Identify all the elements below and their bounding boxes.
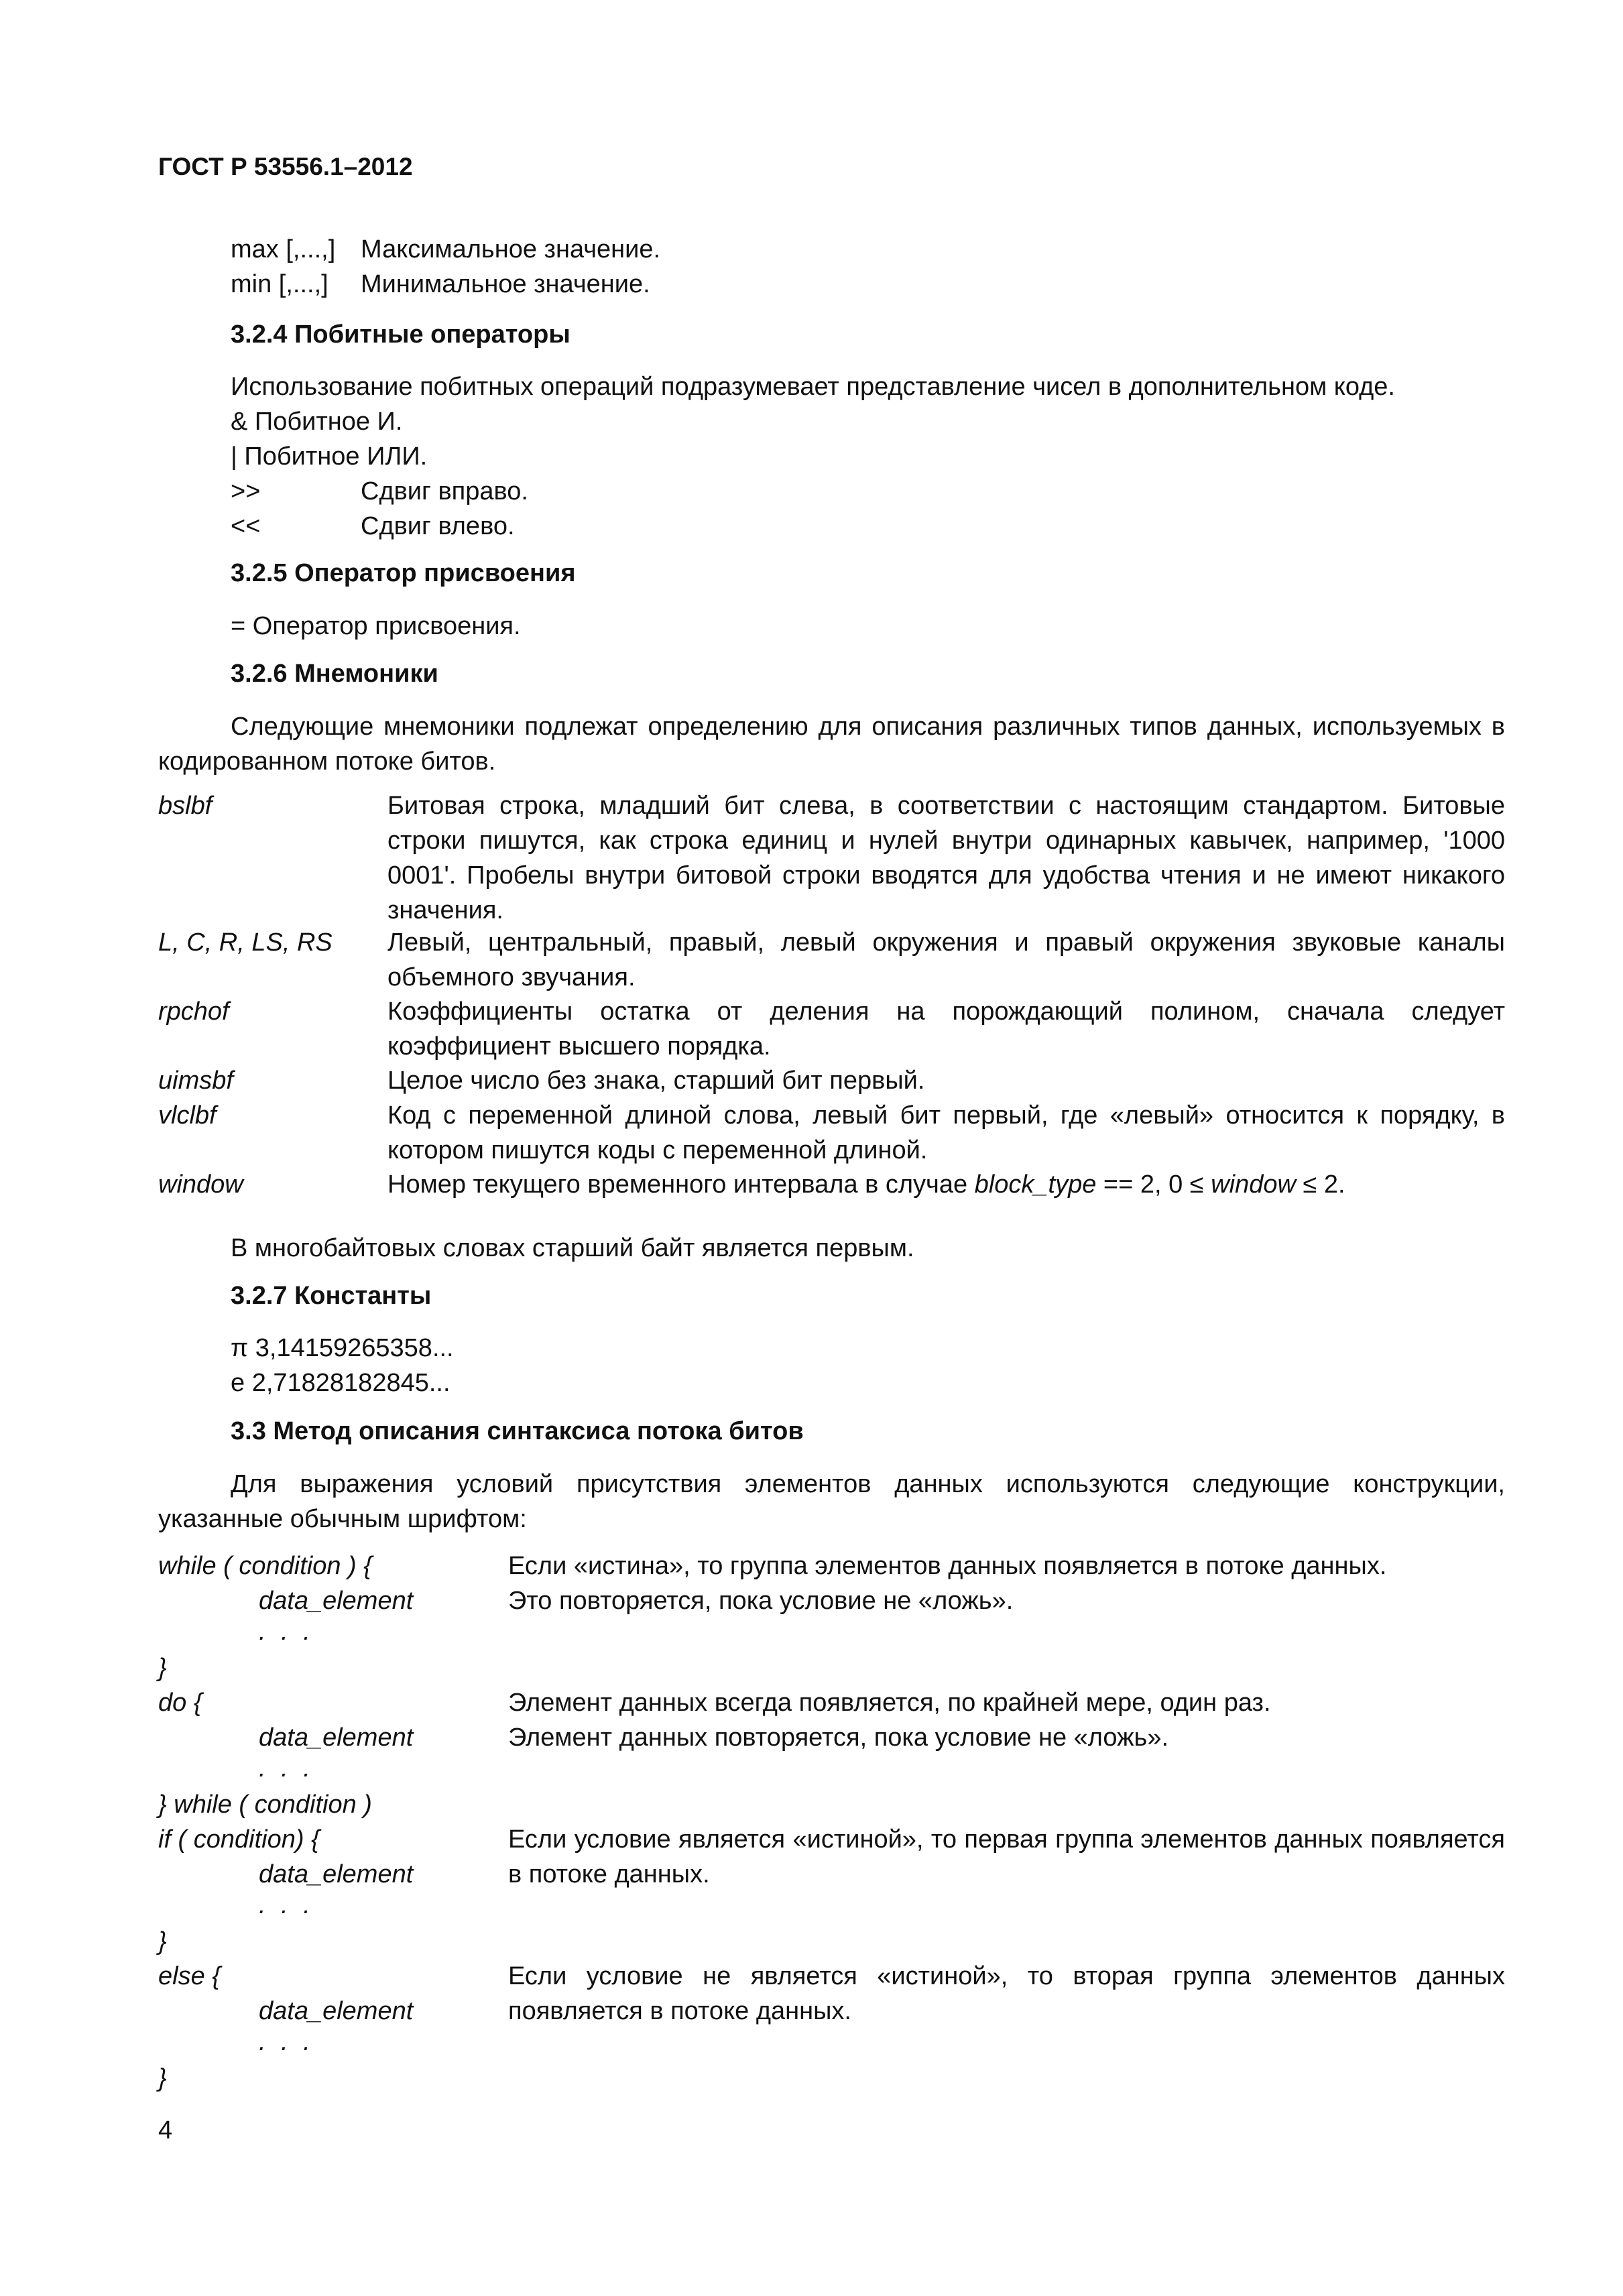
def-window: Номер текущего временного интервала в случае block_type == 2, 0 ≤ window ≤ 2. (387, 1170, 1345, 1199)
term-bslbf: bslbf (158, 792, 213, 820)
code-if-close: } (158, 1927, 167, 1955)
s324-intro: Использование побитных операций подразумевает представление чисел в дополнительном коде. (231, 373, 1395, 401)
code-else-dots: . . . (259, 2028, 314, 2056)
term-uimsbf: uimsbf (158, 1067, 233, 1095)
code-while-open: while ( condition ) { (158, 1552, 372, 1580)
code-do-data-element: data_element (259, 1724, 414, 1752)
code-do-close: } while ( condition ) (158, 1791, 372, 1819)
s326-note: В многобайтовых словах старший байт является первым. (231, 1234, 914, 1262)
s324-or: | Побитное ИЛИ. (231, 442, 428, 471)
def-uimsbf: Целое число без знака, старший бит первый. (387, 1067, 925, 1095)
s325-line: = Оператор присвоения. (231, 612, 521, 640)
s324-shift-right-desc: Сдвиг вправо. (361, 477, 528, 505)
term-vlclbf: vlclbf (158, 1101, 217, 1130)
code-while-dots: . . . (259, 1618, 314, 1646)
code-while-data-element: data_element (259, 1587, 414, 1615)
page-number: 4 (158, 2116, 173, 2144)
desc-do-1: Элемент данных всегда появляется, по крайней мере, один раз. (508, 1689, 1271, 1717)
section-3-2-6-title: 3.2.6 Мнемоники (231, 660, 438, 688)
const-pi: π 3,14159265358... (231, 1334, 454, 1362)
desc-while-2: Это повторяется, пока условие не «ложь». (508, 1587, 1014, 1615)
s326-intro: Следующие мнемоники подлежат определению для описания различных типов данных, используемых в кодированном потоке битов. (158, 713, 1505, 776)
code-if-dots: . . . (259, 1891, 314, 1919)
code-else-close: } (158, 2064, 167, 2092)
s33-intro: Для выражения условий присутствия элементов данных используются следующие конструкции, указанные обычным шрифтом: (158, 1470, 1505, 1533)
document-id: ГОСТ Р 53556.1–2012 (158, 153, 413, 180)
min-desc: Минимальное значение. (361, 270, 650, 298)
def-bslbf: Битовая строка, младший бит слева, в соответствии с настоящим стандартом. Битовые строки пишутся, как строка единиц и нулей внутри одинарных кавычек, например, '1000 0001'. Пробелы внутри битовой строки вводятся для удобства чтения и не имеют никакого значения. (387, 792, 1505, 924)
code-else-open: else { (158, 1962, 221, 1990)
term-channels: L, C, R, LS, RS (158, 928, 333, 957)
def-rpchof: Коэффициенты остатка от деления на порождающий полином, сначала следует коэффициент высшего порядка. (387, 998, 1505, 1061)
code-if-data-element: data_element (259, 1860, 414, 1888)
min-op: min [,...,] (231, 270, 328, 298)
code-do-open: do { (158, 1689, 202, 1717)
code-while-close: } (158, 1654, 167, 1682)
def-channels: Левый, центральный, правый, левый окружения и правый окружения звуковые каналы объемного звучания. (387, 928, 1505, 991)
section-3-2-5-title: 3.2.5 Оператор присвоения (231, 559, 576, 587)
def-vlclbf: Код с переменной длиной слова, левый бит первый, где «левый» относится к порядку, в котором пишутся коды с переменной длиной. (387, 1101, 1505, 1164)
desc-if: Если условие является «истиной», то первая группа элементов данных появляется в потоке данных. (508, 1825, 1505, 1888)
code-if-open: if ( condition) { (158, 1825, 320, 1854)
section-3-3-title: 3.3 Метод описания синтаксиса потока битов (231, 1417, 804, 1445)
section-3-2-7-title: 3.2.7 Константы (231, 1282, 432, 1310)
term-window: window (158, 1170, 243, 1199)
s324-shift-left-op: << (231, 512, 261, 540)
max-desc: Максимальное значение. (361, 235, 661, 263)
s324-shift-left-desc: Сдвиг влево. (361, 512, 515, 540)
code-else-data-element: data_element (259, 1997, 414, 2025)
desc-do-2: Элемент данных повторяется, пока условие не «ложь». (508, 1724, 1169, 1752)
term-rpchof: rpchof (158, 998, 229, 1026)
s324-shift-right-op: >> (231, 477, 261, 505)
desc-while-1: Если «истина», то группа элементов данных появляется в потоке данных. (508, 1552, 1387, 1580)
s324-and: & Побитное И. (231, 408, 403, 436)
desc-else: Если условие не является «истиной», то вторая группа элементов данных появляется в потоке данных. (508, 1962, 1505, 2025)
max-op: max [,...,] (231, 235, 336, 263)
const-e: e 2,71828182845... (231, 1369, 450, 1397)
code-do-dots: . . . (259, 1754, 314, 1783)
section-3-2-4-title: 3.2.4 Побитные операторы (231, 320, 570, 349)
